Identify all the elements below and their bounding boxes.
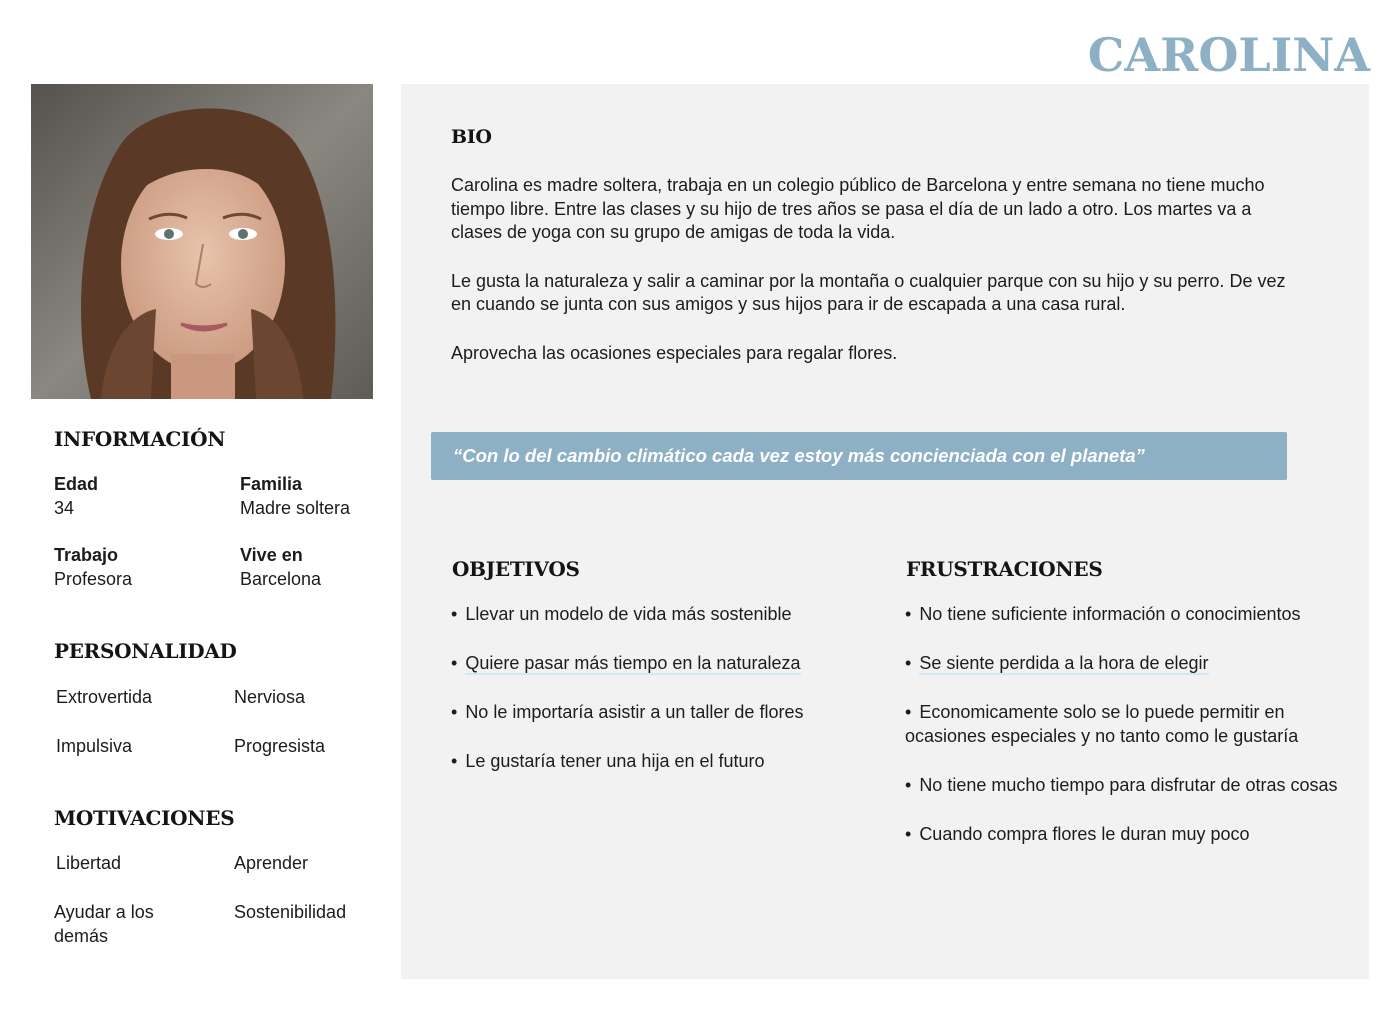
bullet-icon: • (905, 653, 912, 673)
bullet-icon: • (451, 751, 458, 771)
bio-paragraph: Aprovecha las ocasiones especiales para regalar flores. (451, 342, 898, 363)
trait-item: Nerviosa (234, 687, 306, 707)
bullet-icon: • (451, 604, 458, 624)
persona-name: CAROLINA (1087, 28, 1370, 82)
informacion-heading: INFORMACIÓN (54, 427, 226, 451)
field-label-vive-en: Vive en (240, 545, 303, 565)
bullet-icon: • (905, 775, 912, 795)
bullet-icon: • (905, 702, 912, 722)
objetivos-list (451, 602, 881, 798)
personalidad-heading: PERSONALIDAD (54, 639, 237, 663)
bullet-icon: • (451, 653, 458, 673)
frustraciones-list (905, 602, 1345, 871)
bio-text (451, 174, 1301, 390)
frustracion-item: • Cuando compra flores le duran muy poco (905, 824, 1250, 844)
field-value-vive-en: Barcelona (240, 569, 322, 589)
motivation-item: Ayudar a los demás (54, 902, 154, 946)
objetivo-item: • Quiere pasar más tiempo en la naturaleza (451, 653, 801, 673)
motivation-item: Sostenibilidad (234, 902, 347, 922)
motivaciones-heading: MOTIVACIONES (54, 806, 235, 830)
motivation-item: Libertad (56, 853, 122, 873)
objetivo-item: • Le gustaría tener una hija en el futuro (451, 751, 765, 771)
bullet-icon: • (451, 702, 458, 722)
field-value-familia: Madre soltera (240, 498, 351, 518)
motivation-item: Aprender (234, 853, 309, 873)
field-value-edad: 34 (54, 498, 75, 518)
portrait-illustration (31, 84, 373, 399)
field-value-trabajo: Profesora (54, 569, 133, 589)
content-panel (401, 84, 1369, 979)
objetivo-item: • Llevar un modelo de vida más sostenible (451, 604, 792, 624)
frustracion-item: • No tiene suficiente información o conocimientos (905, 604, 1301, 624)
persona-quote: “Con lo del cambio climático cada vez estoy más concienciada con el planeta” (431, 432, 1287, 480)
frustracion-item: • No tiene mucho tiempo para disfrutar de otras cosas (905, 775, 1338, 795)
field-label-familia: Familia (240, 474, 303, 494)
objetivo-item: • No le importaría asistir a un taller de flores (451, 702, 804, 722)
frustracion-item: • Economicamente solo se lo puede permitir en ocasiones especiales y no tanto como le gustaría (905, 702, 1299, 746)
bio-heading: BIO (451, 126, 492, 148)
objetivos-heading: OBJETIVOS (452, 557, 580, 581)
persona-photo (31, 84, 373, 399)
bullet-icon: • (905, 824, 912, 844)
frustracion-item: • Se siente perdida a la hora de elegir (905, 653, 1209, 673)
trait-item: Impulsiva (56, 736, 133, 756)
bullet-icon: • (905, 604, 912, 624)
field-label-edad: Edad (54, 474, 99, 494)
frustraciones-heading: FRUSTRACIONES (906, 557, 1103, 581)
trait-item: Progresista (234, 736, 326, 756)
bio-paragraph: Carolina es madre soltera, trabaja en un colegio público de Barcelona y entre semana no tiene mucho tiempo libre. Entre las clases y su hijo de tres años se pasa el día de un lado a otro. Los martes va a clases de yoga con su grupo de amigas de toda la vida. (451, 175, 1265, 242)
field-label-trabajo: Trabajo (54, 545, 119, 565)
trait-item: Extrovertida (56, 687, 153, 707)
bio-paragraph: Le gusta la naturaleza y salir a caminar por la montaña o cualquier parque con su hijo y su perro. De vez en cuando se junta con sus amigos y sus hijos para ir de escapada a una casa rural. (451, 270, 1286, 314)
